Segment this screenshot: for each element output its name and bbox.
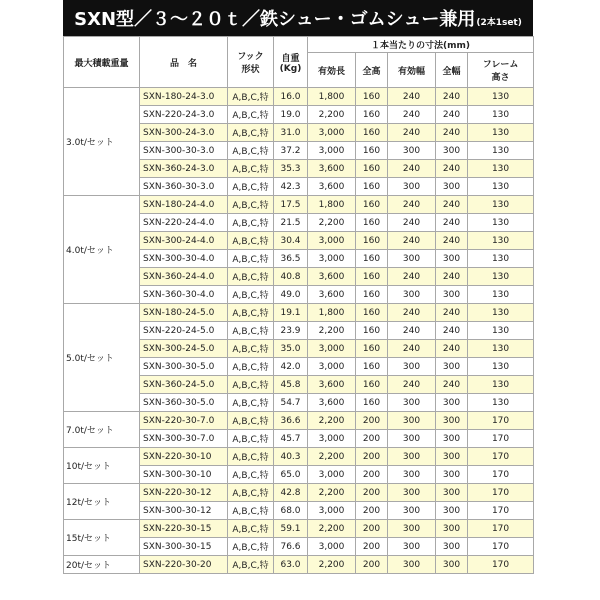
header-dims-group: １本当たりの寸法(mm) [308,37,534,53]
cell-hook: A,B,C,特 [228,466,274,484]
cell-weight: 40.3 [274,448,308,466]
cell-hook: A,B,C,特 [228,358,274,376]
cell-name: SXN-220-24-4.0 [140,214,228,232]
cell-frame-height: 130 [468,250,534,268]
cell-frame-height: 170 [468,448,534,466]
cell-name: SXN-220-30-20 [140,556,228,574]
cell-total-width: 300 [436,430,468,448]
cell-frame-height: 130 [468,322,534,340]
cell-weight: 19.1 [274,304,308,322]
cell-frame-height: 130 [468,142,534,160]
cell-total-width: 300 [436,394,468,412]
header-total-width: 全幅 [436,53,468,88]
table-row [64,196,534,214]
page-subtitle: (2本1set) [476,17,522,28]
cell-hook: A,B,C,特 [228,124,274,142]
cell-total-width: 240 [436,214,468,232]
cell-weight: 30.4 [274,232,308,250]
header-weight-line1: 自重 [281,53,300,64]
cell-effective-width: 240 [388,232,436,250]
cell-total-length: 160 [356,142,388,160]
cell-effective-length: 3,600 [308,268,356,286]
cell-hook: A,B,C,特 [228,448,274,466]
cell-total-width: 240 [436,160,468,178]
cell-effective-length: 1,800 [308,88,356,106]
header-hook-line1: フック [237,52,264,62]
cell-max-load: 4.0t/セット [64,196,140,304]
cell-frame-height: 130 [468,232,534,250]
cell-total-width: 300 [436,412,468,430]
cell-max-load: 12t/セット [64,484,140,520]
header-row-1 [64,37,534,53]
cell-frame-height: 170 [468,556,534,574]
spec-sheet [63,0,533,600]
cell-total-length: 160 [356,376,388,394]
cell-effective-length: 3,000 [308,466,356,484]
cell-effective-width: 300 [388,394,436,412]
cell-frame-height: 170 [468,430,534,448]
cell-total-width: 300 [436,520,468,538]
cell-effective-length: 2,200 [308,484,356,502]
cell-total-width: 300 [436,178,468,196]
cell-frame-height: 130 [468,340,534,358]
cell-effective-width: 240 [388,196,436,214]
cell-total-width: 240 [436,196,468,214]
cell-total-width: 240 [436,322,468,340]
cell-total-length: 200 [356,412,388,430]
cell-effective-width: 240 [388,214,436,232]
table-body [64,88,534,574]
cell-effective-width: 300 [388,358,436,376]
page-title: SXN型／３～２０ｔ／鉄シュー・ゴムシュー兼用 [74,9,476,30]
cell-effective-width: 240 [388,268,436,286]
cell-total-length: 160 [356,178,388,196]
cell-name: SXN-360-24-3.0 [140,160,228,178]
cell-hook: A,B,C,特 [228,394,274,412]
cell-hook: A,B,C,特 [228,430,274,448]
cell-name: SXN-300-30-5.0 [140,358,228,376]
table-row [64,448,534,466]
cell-hook: A,B,C,特 [228,232,274,250]
cell-effective-width: 300 [388,286,436,304]
cell-effective-length: 3,000 [308,502,356,520]
cell-weight: 36.5 [274,250,308,268]
cell-total-width: 300 [436,484,468,502]
cell-total-width: 240 [436,88,468,106]
cell-total-length: 160 [356,160,388,178]
cell-name: SXN-300-30-3.0 [140,142,228,160]
cell-total-width: 300 [436,556,468,574]
cell-hook: A,B,C,特 [228,340,274,358]
cell-total-length: 160 [356,322,388,340]
cell-hook: A,B,C,特 [228,286,274,304]
cell-hook: A,B,C,特 [228,520,274,538]
header-frame-height [468,53,534,88]
cell-total-length: 200 [356,430,388,448]
cell-effective-length: 3,000 [308,430,356,448]
table-row [64,412,534,430]
cell-effective-length: 3,600 [308,394,356,412]
cell-effective-width: 300 [388,142,436,160]
cell-total-length: 160 [356,250,388,268]
cell-frame-height: 170 [468,412,534,430]
cell-weight: 42.0 [274,358,308,376]
cell-hook: A,B,C,特 [228,106,274,124]
cell-frame-height: 130 [468,214,534,232]
cell-max-load: 5.0t/セット [64,304,140,412]
header-name: 品 名 [140,37,228,88]
cell-weight: 76.6 [274,538,308,556]
cell-total-width: 300 [436,502,468,520]
cell-max-load: 15t/セット [64,520,140,556]
cell-total-width: 240 [436,106,468,124]
cell-total-width: 240 [436,268,468,286]
header-effective-width: 有効幅 [388,53,436,88]
cell-frame-height: 170 [468,484,534,502]
cell-effective-length: 2,200 [308,322,356,340]
cell-effective-length: 2,200 [308,214,356,232]
cell-frame-height: 130 [468,304,534,322]
cell-total-length: 160 [356,214,388,232]
cell-effective-width: 300 [388,556,436,574]
cell-weight: 19.0 [274,106,308,124]
cell-effective-width: 300 [388,538,436,556]
cell-hook: A,B,C,特 [228,160,274,178]
cell-total-width: 300 [436,448,468,466]
cell-name: SXN-300-24-3.0 [140,124,228,142]
cell-effective-length: 3,000 [308,124,356,142]
header-weight [274,37,308,88]
cell-name: SXN-220-30-12 [140,484,228,502]
header-frame-line2: 高さ [491,73,510,83]
cell-effective-length: 1,800 [308,304,356,322]
spec-table [63,36,534,574]
cell-hook: A,B,C,特 [228,88,274,106]
cell-total-length: 160 [356,358,388,376]
cell-effective-width: 240 [388,124,436,142]
cell-frame-height: 170 [468,466,534,484]
cell-effective-width: 240 [388,106,436,124]
cell-hook: A,B,C,特 [228,178,274,196]
cell-total-width: 300 [436,142,468,160]
cell-effective-length: 2,200 [308,520,356,538]
title-banner [63,0,533,36]
table-row [64,304,534,322]
cell-frame-height: 170 [468,520,534,538]
cell-max-load: 20t/セット [64,556,140,574]
cell-effective-width: 300 [388,520,436,538]
cell-total-length: 160 [356,394,388,412]
cell-total-length: 200 [356,538,388,556]
cell-name: SXN-220-30-7.0 [140,412,228,430]
cell-effective-width: 240 [388,322,436,340]
cell-weight: 45.7 [274,430,308,448]
cell-total-length: 160 [356,232,388,250]
header-frame-line1: フレーム [482,60,519,70]
cell-name: SXN-180-24-4.0 [140,196,228,214]
cell-frame-height: 130 [468,124,534,142]
cell-effective-length: 2,200 [308,448,356,466]
cell-total-length: 160 [356,124,388,142]
cell-total-width: 240 [436,376,468,394]
cell-total-width: 300 [436,538,468,556]
cell-hook: A,B,C,特 [228,502,274,520]
cell-effective-length: 2,200 [308,106,356,124]
cell-effective-width: 240 [388,160,436,178]
cell-total-length: 160 [356,286,388,304]
cell-effective-width: 300 [388,430,436,448]
cell-total-length: 160 [356,268,388,286]
cell-name: SXN-300-24-4.0 [140,232,228,250]
cell-effective-width: 300 [388,502,436,520]
cell-name: SXN-300-30-7.0 [140,430,228,448]
cell-effective-length: 3,600 [308,286,356,304]
cell-weight: 23.9 [274,322,308,340]
cell-total-width: 240 [436,232,468,250]
cell-weight: 37.2 [274,142,308,160]
cell-name: SXN-220-30-10 [140,448,228,466]
cell-effective-length: 2,200 [308,412,356,430]
cell-total-width: 240 [436,124,468,142]
cell-total-length: 200 [356,520,388,538]
cell-effective-length: 3,600 [308,160,356,178]
cell-effective-width: 300 [388,466,436,484]
header-weight-line2: (Kg) [279,63,302,74]
cell-weight: 42.3 [274,178,308,196]
cell-frame-height: 130 [468,106,534,124]
cell-total-length: 200 [356,556,388,574]
cell-weight: 42.8 [274,484,308,502]
cell-weight: 40.8 [274,268,308,286]
cell-weight: 54.7 [274,394,308,412]
cell-hook: A,B,C,特 [228,538,274,556]
cell-frame-height: 130 [468,358,534,376]
cell-total-width: 300 [436,466,468,484]
cell-weight: 35.0 [274,340,308,358]
cell-total-width: 240 [436,340,468,358]
cell-hook: A,B,C,特 [228,322,274,340]
cell-frame-height: 170 [468,502,534,520]
cell-effective-width: 240 [388,376,436,394]
cell-total-length: 160 [356,106,388,124]
cell-name: SXN-300-30-12 [140,502,228,520]
cell-name: SXN-360-24-5.0 [140,376,228,394]
header-hook-line2: 形状 [241,65,260,75]
cell-name: SXN-300-30-15 [140,538,228,556]
cell-frame-height: 130 [468,196,534,214]
cell-hook: A,B,C,特 [228,196,274,214]
cell-effective-width: 240 [388,304,436,322]
cell-effective-length: 3,000 [308,340,356,358]
cell-name: SXN-180-24-5.0 [140,304,228,322]
cell-weight: 31.0 [274,124,308,142]
cell-hook: A,B,C,特 [228,250,274,268]
cell-effective-width: 300 [388,250,436,268]
cell-weight: 65.0 [274,466,308,484]
cell-effective-length: 1,800 [308,196,356,214]
cell-name: SXN-220-24-3.0 [140,106,228,124]
cell-weight: 16.0 [274,88,308,106]
table-row [64,88,534,106]
cell-weight: 59.1 [274,520,308,538]
cell-total-length: 200 [356,484,388,502]
table-row [64,520,534,538]
cell-effective-length: 3,000 [308,142,356,160]
cell-effective-length: 3,000 [308,358,356,376]
cell-hook: A,B,C,特 [228,412,274,430]
cell-name: SXN-180-24-3.0 [140,88,228,106]
cell-name: SXN-360-30-3.0 [140,178,228,196]
cell-effective-length: 3,600 [308,178,356,196]
cell-frame-height: 130 [468,268,534,286]
cell-total-length: 200 [356,448,388,466]
cell-total-width: 300 [436,250,468,268]
cell-name: SXN-360-30-4.0 [140,286,228,304]
cell-weight: 17.5 [274,196,308,214]
header-hook [228,37,274,88]
cell-effective-width: 300 [388,448,436,466]
cell-effective-width: 300 [388,484,436,502]
cell-frame-height: 130 [468,376,534,394]
header-max-load: 最大積載重量 [64,37,140,88]
cell-frame-height: 130 [468,394,534,412]
cell-hook: A,B,C,特 [228,376,274,394]
cell-name: SXN-360-24-4.0 [140,268,228,286]
cell-frame-height: 130 [468,88,534,106]
header-total-length: 全高 [356,53,388,88]
table-row [64,556,534,574]
cell-effective-length: 3,000 [308,250,356,268]
cell-hook: A,B,C,特 [228,484,274,502]
table-row [64,484,534,502]
cell-weight: 63.0 [274,556,308,574]
cell-frame-height: 130 [468,160,534,178]
cell-weight: 45.8 [274,376,308,394]
cell-total-length: 160 [356,88,388,106]
cell-total-length: 160 [356,340,388,358]
cell-frame-height: 130 [468,286,534,304]
cell-effective-length: 2,200 [308,556,356,574]
cell-effective-width: 240 [388,340,436,358]
cell-total-length: 200 [356,502,388,520]
cell-weight: 68.0 [274,502,308,520]
cell-frame-height: 170 [468,538,534,556]
cell-effective-width: 300 [388,178,436,196]
cell-total-width: 300 [436,286,468,304]
cell-effective-length: 3,000 [308,232,356,250]
cell-effective-length: 3,000 [308,538,356,556]
cell-name: SXN-300-24-5.0 [140,340,228,358]
cell-weight: 36.6 [274,412,308,430]
cell-hook: A,B,C,特 [228,142,274,160]
cell-total-width: 300 [436,358,468,376]
cell-name: SXN-360-30-5.0 [140,394,228,412]
cell-effective-width: 240 [388,88,436,106]
cell-max-load: 3.0t/セット [64,88,140,196]
cell-total-width: 240 [436,304,468,322]
cell-total-length: 160 [356,196,388,214]
cell-effective-width: 300 [388,412,436,430]
cell-name: SXN-220-24-5.0 [140,322,228,340]
cell-effective-length: 3,600 [308,376,356,394]
cell-total-length: 160 [356,304,388,322]
cell-weight: 21.5 [274,214,308,232]
cell-max-load: 7.0t/セット [64,412,140,448]
header-effective-length: 有効長 [308,53,356,88]
cell-name: SXN-220-30-15 [140,520,228,538]
cell-frame-height: 130 [468,178,534,196]
cell-hook: A,B,C,特 [228,304,274,322]
cell-weight: 35.3 [274,160,308,178]
cell-weight: 49.0 [274,286,308,304]
cell-hook: A,B,C,特 [228,268,274,286]
cell-hook: A,B,C,特 [228,556,274,574]
cell-name: SXN-300-30-10 [140,466,228,484]
cell-name: SXN-300-30-4.0 [140,250,228,268]
cell-hook: A,B,C,特 [228,214,274,232]
cell-total-length: 200 [356,466,388,484]
cell-max-load: 10t/セット [64,448,140,484]
